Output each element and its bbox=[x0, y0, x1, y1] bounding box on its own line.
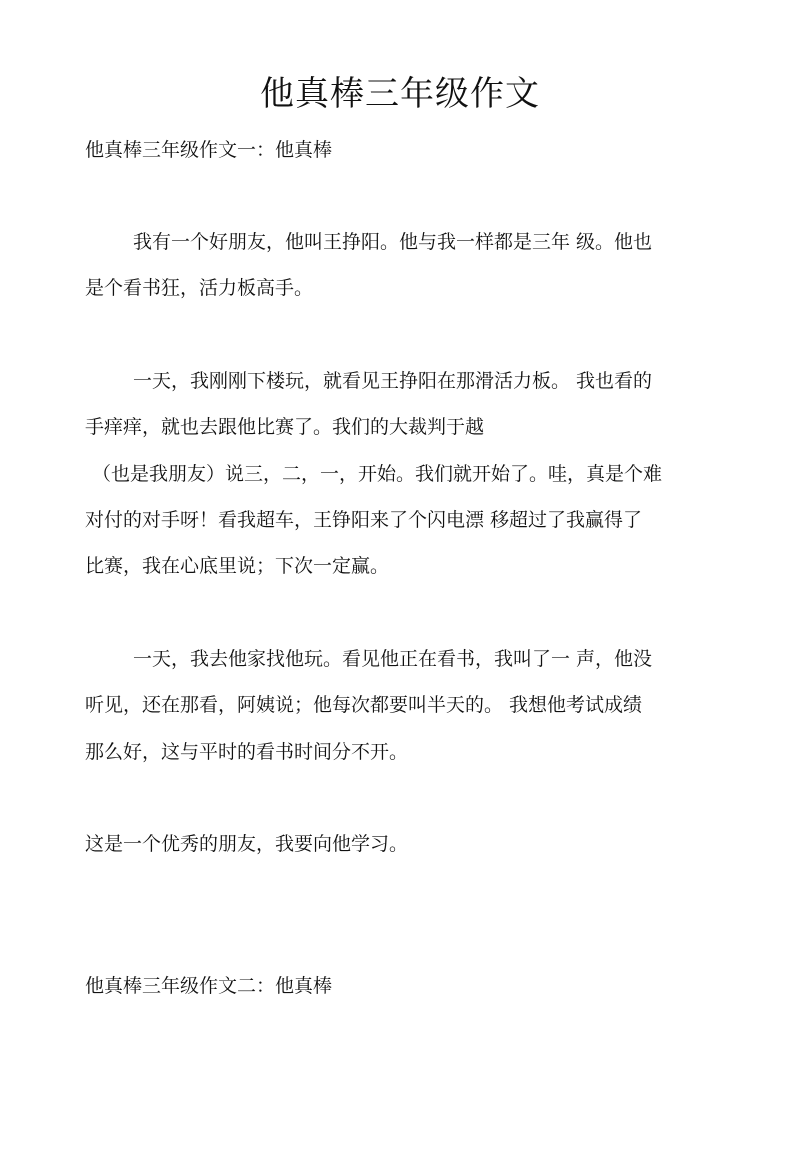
paragraph-2-line-4: 对付的对手呀！看我超车，王铮阳来了个闪电漂 移超过了我赢得了 bbox=[85, 509, 643, 531]
paragraph-3-line-3: 那么好，这与平时的看书时间分不开。 bbox=[85, 741, 409, 763]
paragraph-2-line-3: （也是我朋友）说三，二，一，开始。我们就开始了。哇，真是个难 bbox=[92, 463, 663, 485]
paragraph-1-line-1: 我有一个好朋友，他叫王挣阳。他与我一样都是三年 级。他也 bbox=[133, 231, 653, 253]
paragraph-1-line-2: 是个看书狂，活力板高手。 bbox=[85, 277, 314, 299]
paragraph-2-line-1: 一天，我刚刚下楼玩，就看见王挣阳在那滑活力板。 我也看的 bbox=[133, 370, 653, 392]
section-heading-1: 他真棒三年级作文一：他真棒 bbox=[85, 139, 333, 161]
section-heading-2: 他真棒三年级作文二：他真棒 bbox=[85, 975, 333, 997]
paragraph-3-line-1: 一天，我去他家找他玩。看见他正在看书，我叫了一 声，他没 bbox=[133, 648, 653, 670]
paragraph-4: 这是一个优秀的朋友，我要向他学习。 bbox=[85, 833, 409, 855]
paragraph-3-line-2: 听见，还在那看，阿姨说；他每次都要叫半天的。 我想他考试成绩 bbox=[85, 694, 643, 716]
paragraph-2-line-5: 比赛，我在心底里说；下次一定赢。 bbox=[85, 555, 390, 577]
document-title: 他真棒三年级作文 bbox=[260, 74, 540, 114]
paragraph-2-line-2: 手痒痒，就也去跟他比赛了。我们的大裁判于越 bbox=[85, 416, 485, 438]
